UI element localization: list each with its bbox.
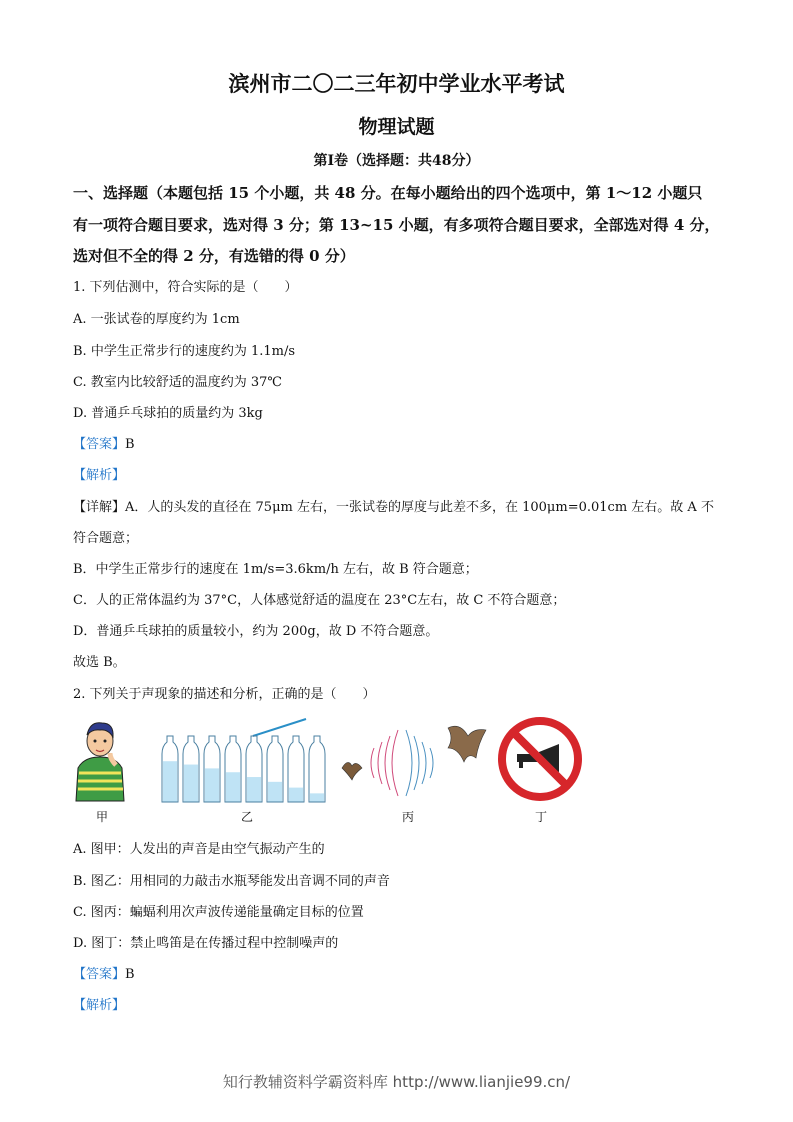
caption-yi: 乙 bbox=[241, 810, 254, 824]
water-bottle bbox=[225, 736, 241, 802]
q2-option-b: B. 图乙：用相同的力敲击水瓶琴能发出音调不同的声音 bbox=[73, 874, 390, 889]
q1-stem: 1. 下列估测中，符合实际的是（ ） bbox=[73, 280, 298, 295]
caption-bing: 丙 bbox=[402, 810, 415, 824]
answer-tag: 【答案】 bbox=[73, 967, 126, 982]
q1-detail-line2: 符合题意； bbox=[73, 531, 139, 546]
section-instructions-line1: 一、选择题（本题包括 15 个小题，共 48 分。在每小题给出的四个选项中，第 1～12 小题只 bbox=[73, 184, 703, 202]
detail-tag: 【详解】 bbox=[73, 500, 126, 515]
no-honking-sign-icon bbox=[497, 716, 583, 802]
volume-title: 第Ⅰ卷（选择题：共48分） bbox=[313, 153, 480, 169]
q2-option-a: A. 图甲：人发出的声音是由空气振动产生的 bbox=[73, 842, 325, 857]
q1-option-d: D. 普通乒乓球拍的质量约为 3kg bbox=[73, 406, 263, 421]
detail-text: A．人的头发的直径在 75μm 左右，一张试卷的厚度与此差不多，在 100μm=0.01cm 左右。故 A 不 bbox=[125, 500, 714, 515]
answer-tag: 【答案】 bbox=[73, 437, 126, 452]
q2-answer bbox=[73, 963, 135, 982]
figure-yi-bottles bbox=[158, 718, 330, 804]
answer-value: B bbox=[125, 967, 135, 982]
water-bottle bbox=[246, 736, 262, 802]
exam-title: 滨州市二〇二三年初中学业水平考试 bbox=[228, 71, 565, 96]
q1-option-c: C. 教室内比较舒适的温度约为 37℃ bbox=[73, 375, 282, 390]
figure-bing-bats bbox=[340, 718, 490, 806]
q1-detail-line5: D．普通乒乓球拍的质量较小，约为 200g，故 D 不符合题意。 bbox=[73, 624, 439, 639]
subject-title: 物理试题 bbox=[358, 116, 435, 138]
q2-option-d: D. 图丁：禁止鸣笛是在传播过程中控制噪声的 bbox=[73, 936, 339, 951]
q1-detail-line4: C．人的正常体温约为 37°C，人体感觉舒适的温度在 23°C左右，故 C 不符合题意； bbox=[73, 593, 566, 608]
figure-jia-person bbox=[70, 713, 130, 803]
water-bottle bbox=[309, 736, 325, 802]
q1-option-b: B. 中学生正常步行的速度约为 1.1m/s bbox=[73, 344, 296, 359]
q1-answer bbox=[73, 433, 135, 452]
q2-option-c: C. 图丙：蝙蝠利用次声波传递能量确定目标的位置 bbox=[73, 905, 364, 920]
footer-watermark: 知行教辅资料学霸资料库 http://www.lianjie99.cn/ bbox=[222, 1073, 571, 1091]
q2-stem: 2. 下列关于声现象的描述和分析，正确的是（ ） bbox=[73, 687, 376, 702]
answer-value: B bbox=[125, 437, 135, 452]
water-bottle bbox=[288, 736, 304, 802]
water-bottle bbox=[204, 736, 220, 802]
q1-detail-line3: B．中学生正常步行的速度在 1m/s=3.6km/h 左右，故 B 符合题意； bbox=[73, 562, 478, 577]
caption-jia: 甲 bbox=[96, 810, 109, 824]
water-bottle bbox=[267, 736, 283, 802]
q1-detail-line1 bbox=[73, 496, 714, 515]
caption-ding: 丁 bbox=[535, 810, 548, 824]
q1-conclusion: 故选 B。 bbox=[73, 655, 126, 670]
section-instructions-line3: 选对但不全的得 2 分，有选错的得 0 分） bbox=[73, 247, 355, 265]
section-instructions-line2: 有一项符合题目要求，选对得 3 分；第 13~15 小题，有多项符合题目要求，全部选对得 4 分， bbox=[73, 216, 720, 234]
water-bottle bbox=[162, 736, 178, 802]
q2-analysis-tag: 【解析】 bbox=[73, 998, 126, 1013]
water-bottle bbox=[183, 736, 199, 802]
q1-option-a: A. 一张试卷的厚度约为 1cm bbox=[73, 312, 240, 327]
q1-analysis-tag: 【解析】 bbox=[73, 468, 126, 483]
